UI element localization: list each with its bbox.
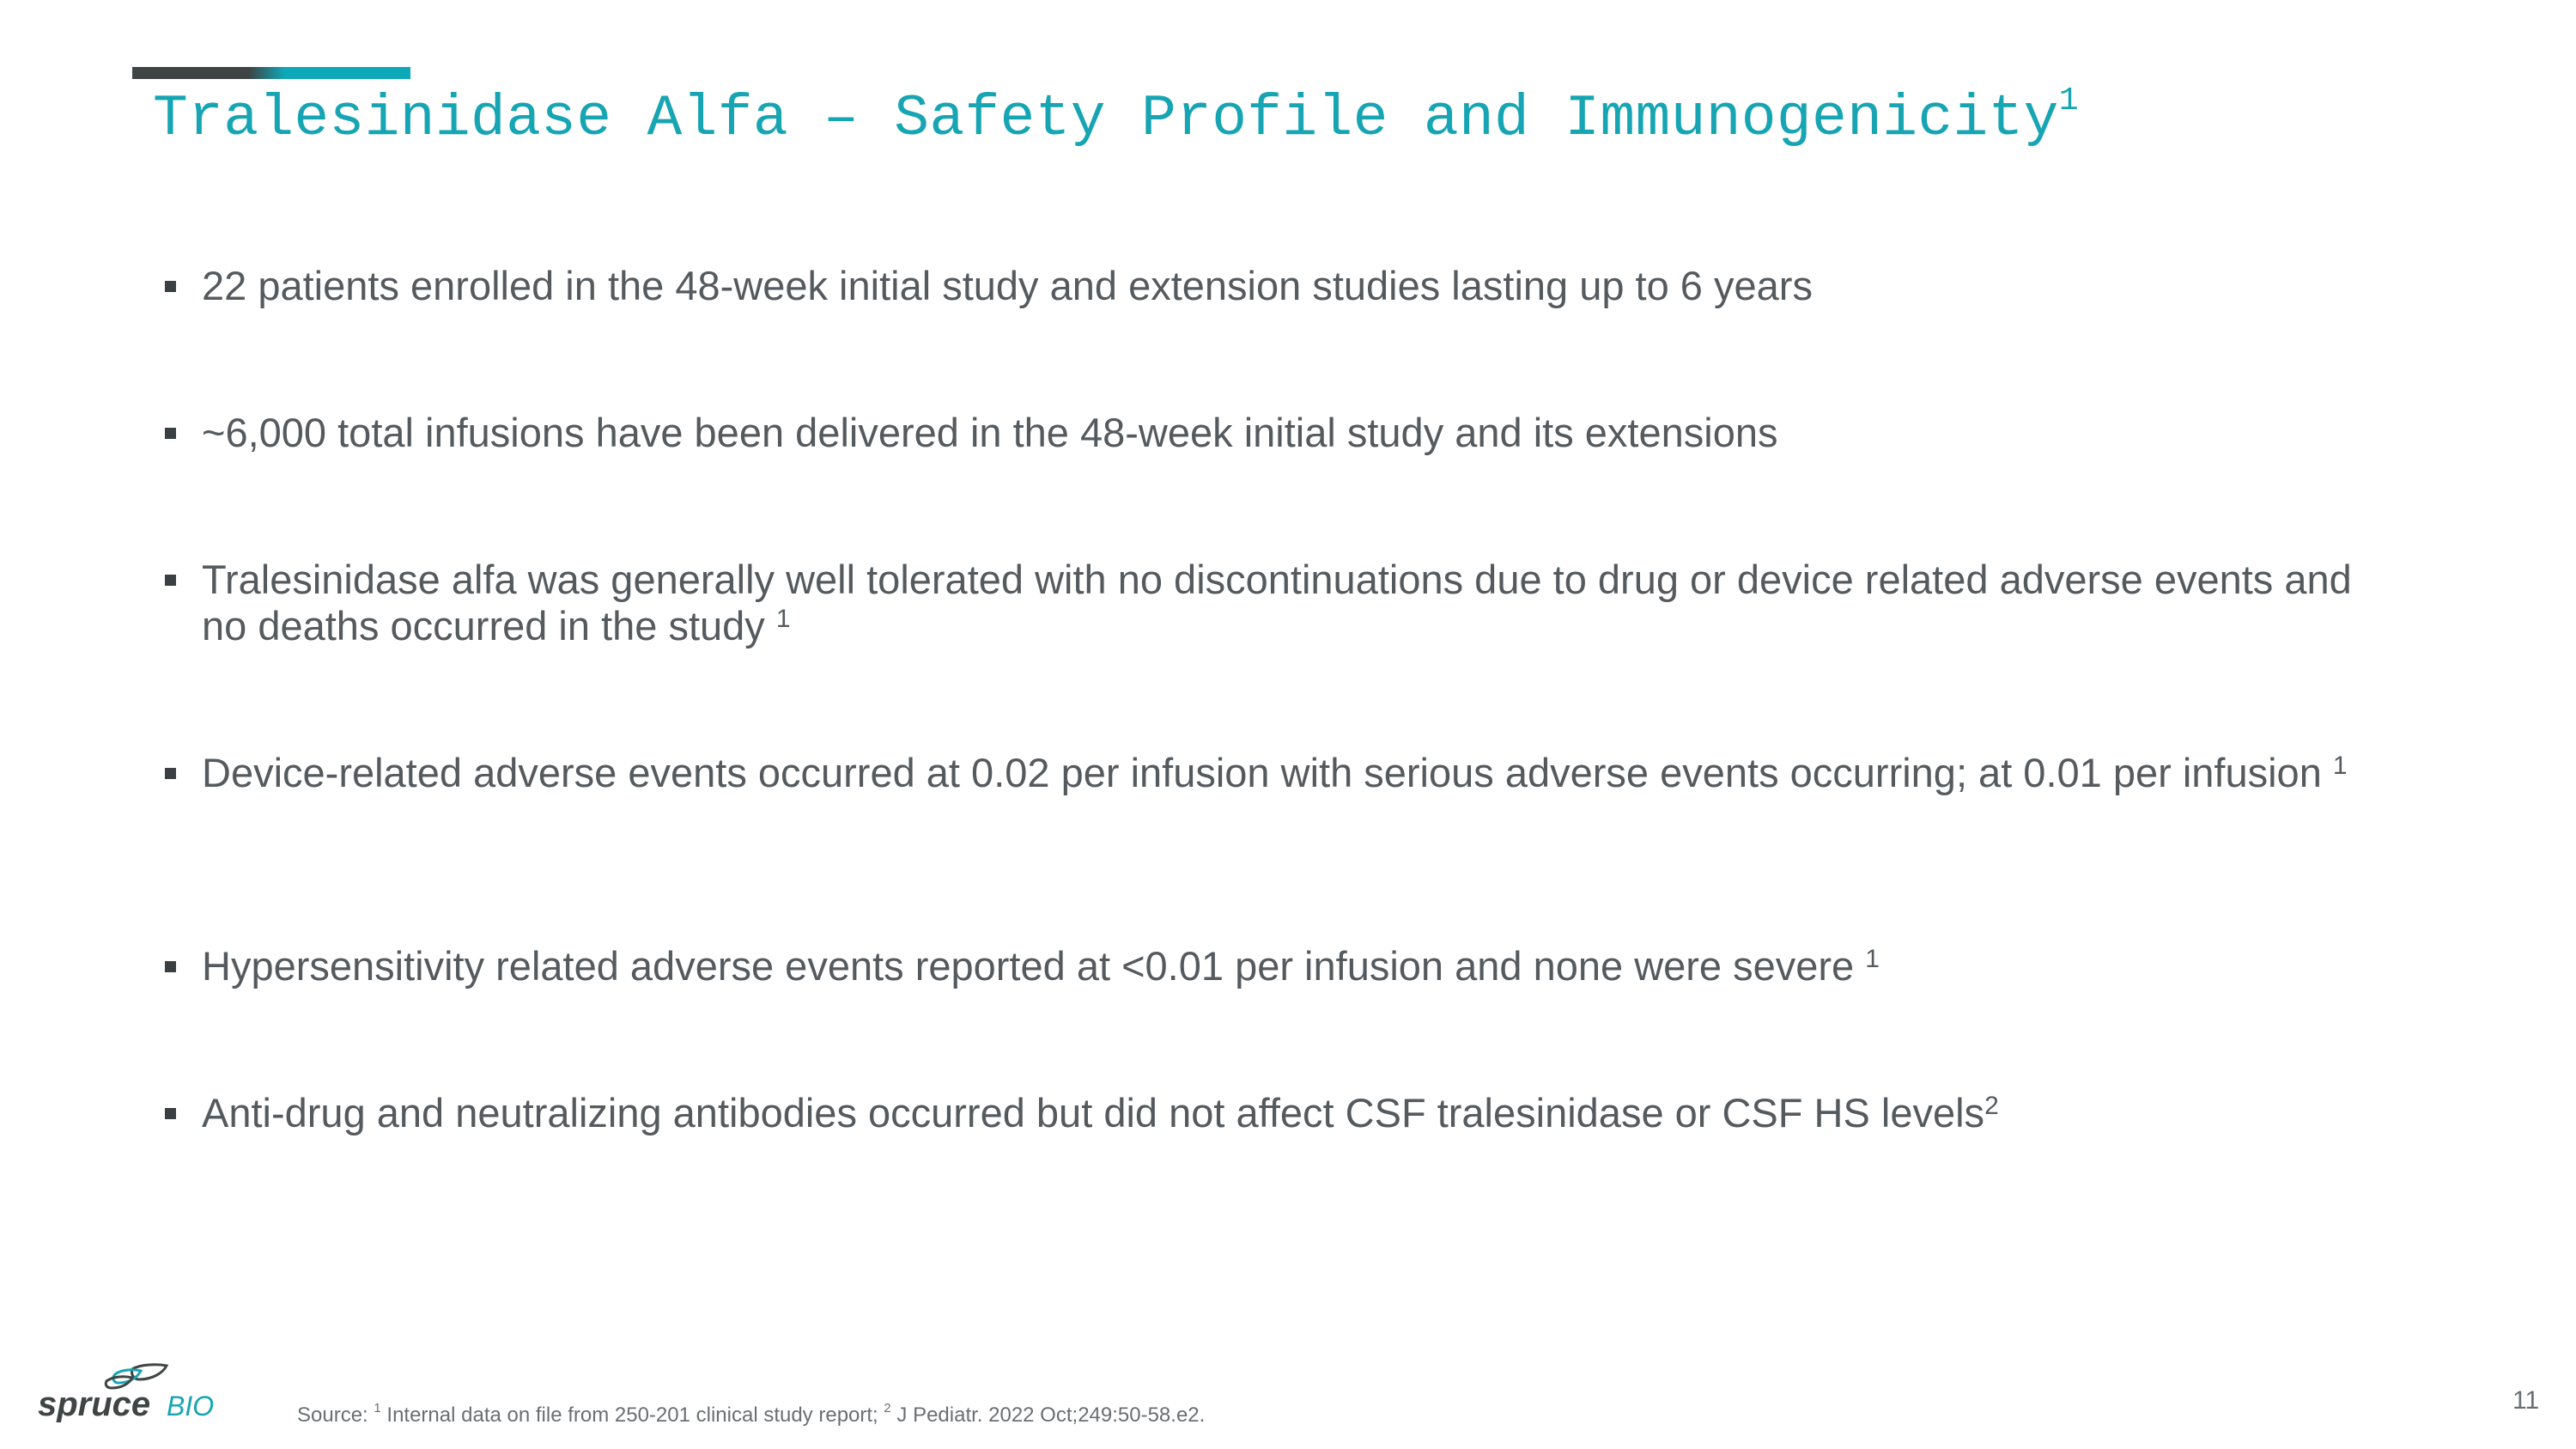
bullet-text bbox=[202, 750, 2363, 796]
bullet-item bbox=[165, 410, 2363, 456]
bullet-square-icon bbox=[165, 768, 176, 779]
title-accent-bar bbox=[132, 67, 410, 79]
bullet-item bbox=[165, 943, 2363, 989]
bullet-item bbox=[165, 263, 2363, 309]
bullet-text-body: 22 patients enrolled in the 48-week initial study and extension studies lasting up to 6 years bbox=[202, 263, 1813, 308]
bullet-text bbox=[202, 1090, 2363, 1136]
source-citation bbox=[297, 1403, 1205, 1428]
source-2: J Pediatr. 2022 Oct;249:50-58.e2. bbox=[890, 1403, 1206, 1427]
sprucebio-logo bbox=[38, 1362, 227, 1422]
footnote-ref: 1 bbox=[1865, 945, 1880, 973]
bullet-text-body: Device-related adverse events occurred at 0.02 per infusion with serious adverse events occurring; at 0.01 per infusion bbox=[202, 750, 2333, 795]
footnote-ref: 1 bbox=[2332, 752, 2348, 780]
bullet-square-icon bbox=[165, 961, 176, 972]
svg-text:spruce: spruce bbox=[38, 1385, 151, 1422]
footnote-ref: 2 bbox=[1984, 1092, 1999, 1120]
bullet-item bbox=[165, 1090, 2363, 1136]
bullet-text bbox=[202, 410, 2363, 456]
bullet-square-icon bbox=[165, 281, 176, 292]
bullet-text-body: Hypersensitivity related adverse events reported at <0.01 per infusion and none were severe bbox=[202, 943, 1866, 989]
title-text: Tralesinidase Alfa – Safety Profile and Immunogenicity bbox=[153, 86, 2059, 152]
bullet-item bbox=[165, 750, 2363, 796]
page-number: 11 bbox=[2512, 1386, 2540, 1415]
source-label: Source: bbox=[297, 1403, 374, 1427]
bullet-text-body: ~6,000 total infusions have been delivered in the 48-week initial study and its extensions bbox=[202, 410, 1778, 455]
bullet-square-icon bbox=[165, 575, 176, 586]
bullet-text bbox=[202, 943, 2363, 989]
bullet-square-icon bbox=[165, 1108, 176, 1119]
footnote-marker: 1 bbox=[374, 1401, 381, 1416]
footnote-marker: 2 bbox=[884, 1401, 891, 1416]
title-footnote-ref: 1 bbox=[2058, 82, 2079, 119]
bullet-text-body: Tralesinidase alfa was generally well tolerated with no discontinuations due to drug or device related adverse events and no deaths occurred in the study bbox=[202, 557, 2352, 648]
bullet-item bbox=[165, 557, 2363, 649]
bullet-square-icon bbox=[165, 428, 176, 439]
svg-text:BIO: BIO bbox=[167, 1391, 215, 1422]
source-1: Internal data on file from 250-201 clinical study report; bbox=[380, 1403, 884, 1427]
bullet-text bbox=[202, 557, 2363, 649]
bullet-text-body: Anti-drug and neutralizing antibodies occurred but did not affect CSF tralesinidase or CSF HS levels bbox=[202, 1090, 1985, 1135]
slide-title bbox=[153, 82, 2079, 152]
footnote-ref: 1 bbox=[775, 605, 791, 633]
bullet-text bbox=[202, 263, 2363, 309]
